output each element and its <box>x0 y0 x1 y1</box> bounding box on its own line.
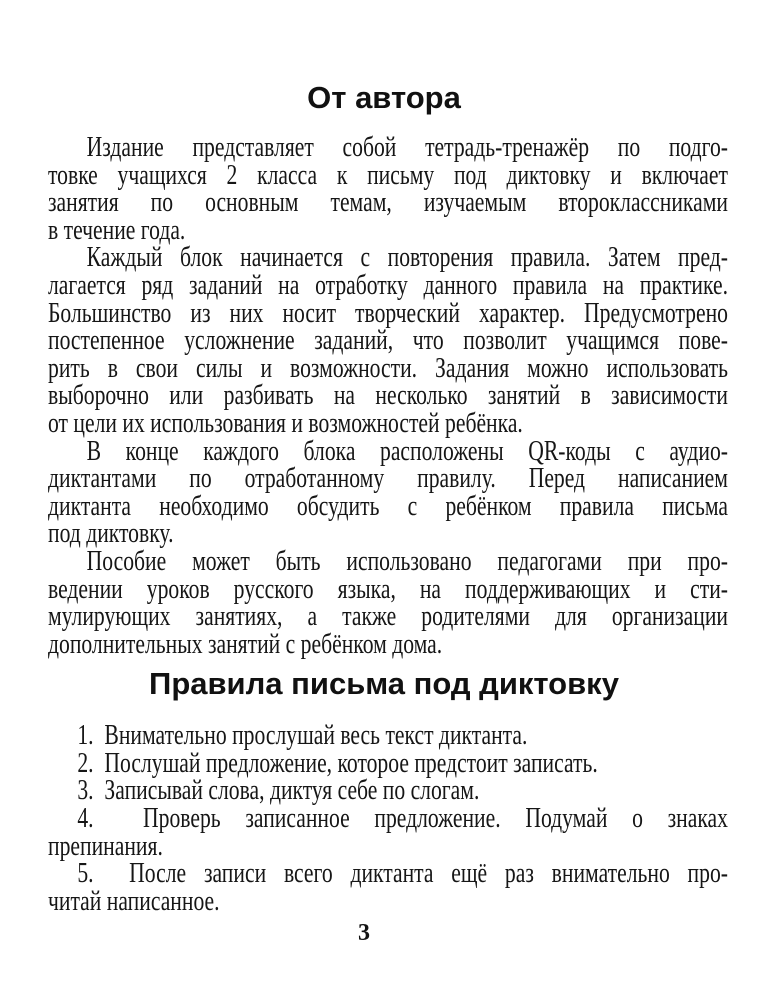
rules-list <box>48 722 728 915</box>
rules-section-heading: Правила письма под диктовку <box>149 666 619 702</box>
list-item-line: препинания. <box>48 830 163 862</box>
text-line: В конце каждого блока расположены QR-коды с аудио- <box>86 435 728 467</box>
paragraph <box>48 435 728 550</box>
page-number: 3 <box>358 920 370 947</box>
author-section-text <box>48 134 728 658</box>
text-line: в течение года. <box>48 214 186 246</box>
text-line: ведении уроков русского языка, на поддерживающих и сти- <box>48 573 728 605</box>
text-line: Каждый блок начинается с повторения правила. Затем пред- <box>86 242 728 274</box>
text-line: Издание представляет собой тетрадь-тренажёр по подго- <box>86 132 728 163</box>
text-line: диктантами по отработанному правилу. Перед написанием <box>48 463 728 495</box>
text-line: товке учащихся 2 класса к письму под диктовку и включает <box>48 159 728 191</box>
text-line: от цели их использования и возможностей ребёнка. <box>48 407 523 439</box>
text-line: диктанта необходимо обсудить с ребёнком правила письма <box>48 490 728 522</box>
text-line: Пособие может быть использовано педагогами при про- <box>86 545 728 577</box>
list-item-line: 1. Внимательно прослушай весь текст диктанта. <box>77 720 528 752</box>
text-line: постепенное усложнение заданий, что позволит учащимся пове- <box>48 325 728 357</box>
text-line: занятия по основным темам, изучаемым второклассниками <box>48 187 728 219</box>
text-line: дополнительных занятий с ребёнком дома. <box>48 628 443 660</box>
text-line: мулирующих занятиях, а также родителями для организации <box>48 601 728 633</box>
list-item-line: 4. Проверь записанное предложение. Подумай о знаках <box>77 803 728 835</box>
text-line: под диктовку. <box>48 518 174 550</box>
text-line: рить в свои силы и возможности. Задания можно использовать <box>48 352 728 384</box>
list-item-line: 2. Послушай предложение, которое предстоит записать. <box>77 747 598 779</box>
list-item-line: 5. После записи всего диктанта ещё раз внимательно про- <box>77 858 728 890</box>
author-section-heading: От автора <box>307 80 461 115</box>
text-line: выборочно или разбивать на несколько занятий в зависимости <box>48 380 728 412</box>
list-item-line: читай написанное. <box>48 885 220 917</box>
paragraph <box>48 134 728 244</box>
paragraph <box>48 545 728 660</box>
text-line: Большинство из них носит творческий характер. Предусмотрено <box>48 297 728 329</box>
text-line: лагается ряд заданий на отработку данного правила на практике. <box>48 269 728 301</box>
paragraph <box>48 244 728 437</box>
list-item-line: 3. Записывай слова, диктуя себе по слогам. <box>77 775 480 807</box>
